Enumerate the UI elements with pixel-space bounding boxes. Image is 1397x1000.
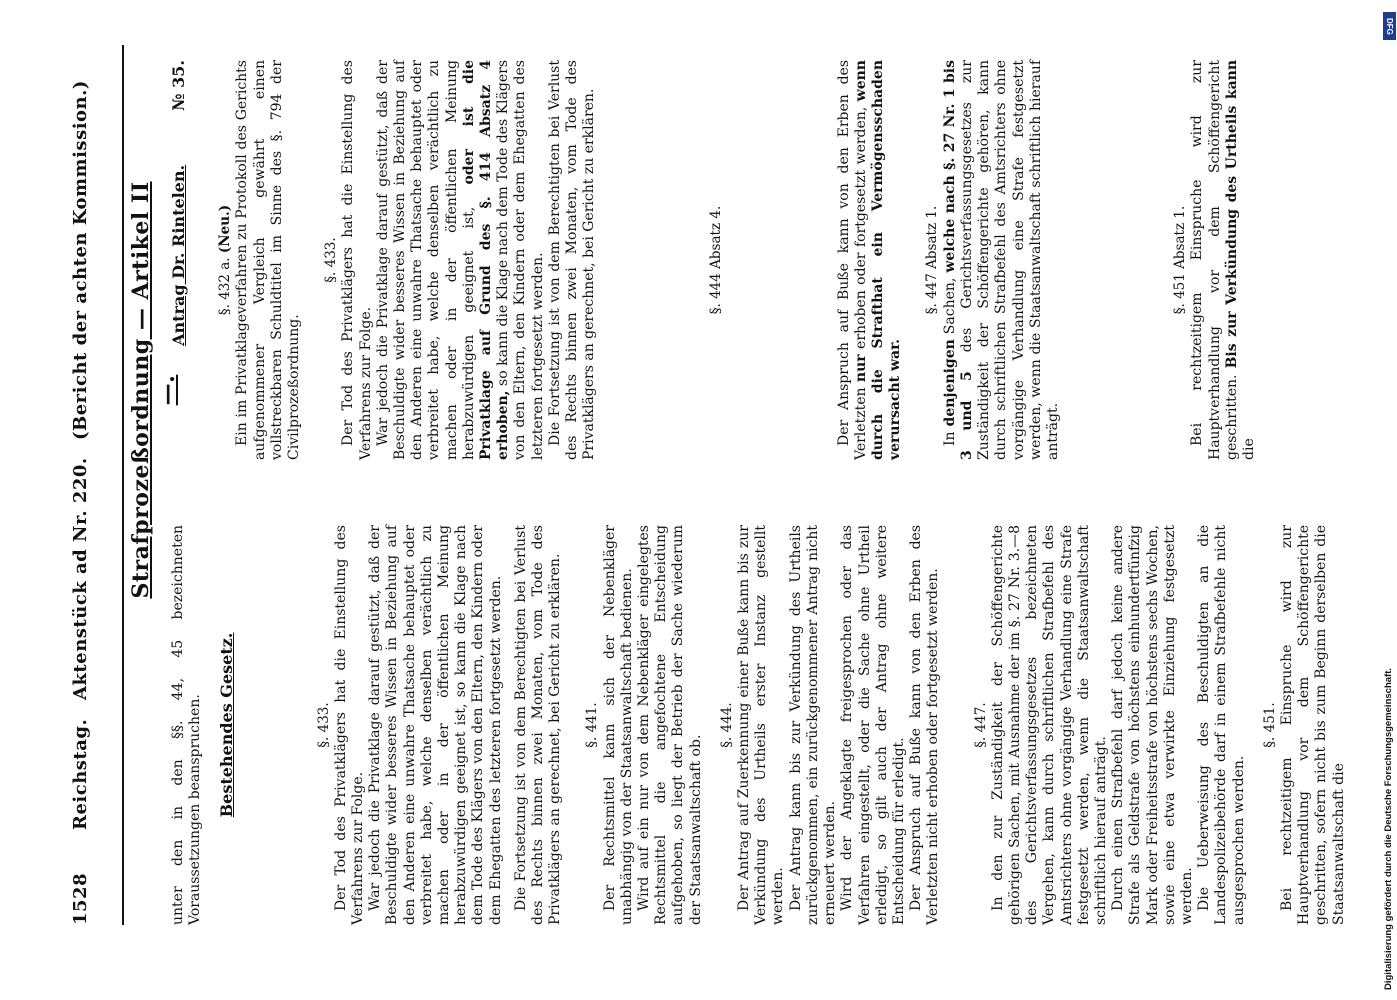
paragraph [836,60,905,460]
new-marker: (Neu.) [217,204,234,254]
text-run: des Gerichtsverfassungsgesetzes zur Zuständigkeit der Schöffengerichte gehören, kann durch schriftlichen Strafbefehl des Amtsrichters ohne vorgängige Verhandlung eine Strafe festgesetzt werden, wenn die Staatsanwaltschaft schriftlich hierauf anträgt. [958,60,1061,460]
section-label: §. 447 Absatz 1. [924,205,941,315]
bold-amendment: denjenigen [941,339,958,427]
paragraph: War jedoch die Privatklage darauf gestützt, daß der Beschuldigte wider besseres Wissen in Beziehung auf den Anderen eine unwahre Thatsache behauptet oder verbreitet habe, welche denselben verächtlich zu machen oder in der öffentlichen Meinung herabzuwürdigen geeignet ist, so kann die Klage nach dem Tode des Klägers von den Eltern, den Kindern oder dem Ehegatten des letzteren fortgesetzt werden. [367,525,504,925]
paragraph: Ein im Privatklageverfahren zu Protokoll des Gerichts aufgenommener Vergleich gewährt einen vollstreckbaren Schuldtitel im Sinne des §. 794 der Civilprozeßordnung. [234,60,303,460]
column-existing-law [170,525,1348,925]
header-right: (Bericht der achten Kommission.) [70,80,91,440]
text-run: die [1240,438,1257,460]
column-amendment [170,60,1258,460]
section-label: §. 444. [718,702,735,748]
section-label: §. 444 Absatz 4. [708,205,725,315]
section-label: §. 451. [1261,702,1278,748]
paragraph: Bei rechtzeitigem Einspruche wird zur Hauptverhandlung vor dem Schöffengerichte geschritten, sofern nicht bis zum Beginn derselben die Staatsanwaltschaft die [1278,525,1347,925]
column-heading-existing: Bestehendes Gesetz. [217,632,237,818]
header-rule [122,45,124,925]
text-run: Sachen, [941,277,958,335]
text-run: so kann die Klage nach dem Tode des Klägers von den Eltern, den Kindern oder dem Ehegatten des letzteren fortgesetzt werden. [495,60,546,460]
amendment-number: № 35. [169,60,188,111]
intro-text: unter den in den §§. 44, 45 bezeichneten Voraussetzungen beanspruchen. [170,525,204,925]
section-label-text: §. 432 a. [217,257,234,316]
bold-amendment: oder ist die Privatklage auf Grund des §. 414 Absatz 4 erhoben, [460,60,512,460]
text-run: erhoben oder fortgesetzt werden, [852,106,869,349]
text-run: In [941,431,958,446]
section-label [217,60,234,460]
paragraph [375,60,547,460]
section-label: §. 451 Absatz 1. [1172,205,1189,315]
digitization-credit: Digitalisierung gefördert durch die Deutsche Forschungsgemeinschaft. [1383,668,1394,990]
page-number: 1528 [70,872,91,925]
paragraph: Der Tod des Privatklägers hat die Einstellung des Verfahrens zur Folge. [340,60,374,460]
paragraph [942,60,1062,460]
paragraph: Der Antrag auf Zuerkennung einer Buße kann bis zur Verkündung des Urtheils erster Instanz gestellt werden. [736,525,787,925]
paragraph: Durch einen Strafbefehl darf jedoch keine andere Strafe als Geldstrafe von höchstens einhundertfünfzig Mark oder Freiheitsstrafe von höchstens sechs Wochen, sowie eine etwa verwirkte Einziehung festgesetzt werden. [1110,525,1195,925]
section-label: §. 433. [323,237,340,283]
paragraph: Der Antrag kann bis zur Verkündung des Urtheils zurückgenommen, ein zurückgenommener Antrag nicht erneuert werden. [787,525,839,925]
paragraph: Der Tod des Privatklägers hat die Einstellung des Verfahrens zur Folge. [332,525,367,925]
section-label: §. 447. [972,702,989,748]
header-left: Reichstag. [70,718,91,830]
digitization-sidebar [1383,10,1397,990]
paragraph: Die Fortsetzung ist von dem Berechtigten bei Verlust des Rechts binnen zwei Monaten, vom Tode des Privatklägers an gerechnet, bei Gericht zu erklären. [546,60,598,460]
bold-amendment: nur [852,354,869,383]
column-heading-amendment: Antrag Dr. Rintelen. [169,164,188,346]
paragraph: Wird der Angeklagte freigesprochen oder das Verfahren eingestellt, oder die Sache ohne Urtheil erledigt, so gilt auch der Antrag ohne weitere Entscheidung für erledigt. [839,525,907,925]
bold-amendment: Bis zur Verkündung des Urtheils kann [1223,60,1240,369]
text-run: Bei rechtzeitigem Einspruche wird zur Hauptverhandlung vor dem Schöffengericht geschritten. [1189,60,1240,460]
paragraph: Der Anspruch auf Buße kann von den Erben des Verletzten nicht erhoben oder fortgesetzt werden. [908,525,942,925]
bold-amendment: wenn durch die Strafthat ein Vermögensschaden verursacht war. [852,60,904,460]
bold-amendment: welche nach §. 27 Nr. 1 bis 3 und 5 [941,60,975,460]
text-run: War jedoch die Privatklage darauf gestützt, daß der Beschuldigte wider besseres Wissen in Beziehung auf den Anderen eine unwahre Thatsache behauptet oder verbreitet habe, welche denselben verächtlich zu machen oder in der öffentlichen Meinung herabzuwürdigen geeignet ist, [374,60,477,460]
paragraph: Die Ueberweisung des Beschuldigten an die Landespolizeibehörde darf in einem Strafbefehle nicht ausgesprochen werden. [1196,525,1247,925]
paragraph: Der Rechtsmittel kann sich der Nebenkläger unabhängig von der Staatsanwaltschaft bedienen. [601,525,635,925]
amendment-heading-row [170,60,187,460]
section-label: §. 441. [584,702,601,748]
paragraph: Die Fortsetzung ist von dem Berechtigten bei Verlust des Rechts binnen zwei Monaten, vom Tode des Privatklägers an gerechnet, bei Gericht zu erklären. [512,525,564,925]
section-label: §. 433. [315,702,332,748]
document-title: Strafprozeßordnung — Artikel II —. [128,181,180,599]
header-center: Aktenstück ad Nr. 220. [70,457,91,700]
paragraph [1189,60,1258,460]
text-run: Der Anspruch auf Buße kann von den Erben des Verletzten [835,60,869,460]
paragraph: In den zur Zuständigkeit der Schöffengerichte gehörigen Sachen, mit Ausnahme der im §. 27 Nr. 3.—8 des Gerichtsverfassungsgesetzes bezeichneten Vergehen, kann durch schriftlichen Strafbefehl des Amtsrichters ohne vorgängige Verhandlung eine Strafe festgesetzt werden, wenn die Staatsanwaltschaft schriftlich hierauf anträgt. [989,525,1109,925]
paragraph: Wird auf ein nur von dem Nebenkläger eingelegtes Rechtsmittel die angefochtene Entscheidung aufgehoben, so liegt der Betrieb der Sache wiederum der Staatsanwaltschaft ob. [636,525,704,925]
dfg-logo: DFG [1383,12,1396,40]
